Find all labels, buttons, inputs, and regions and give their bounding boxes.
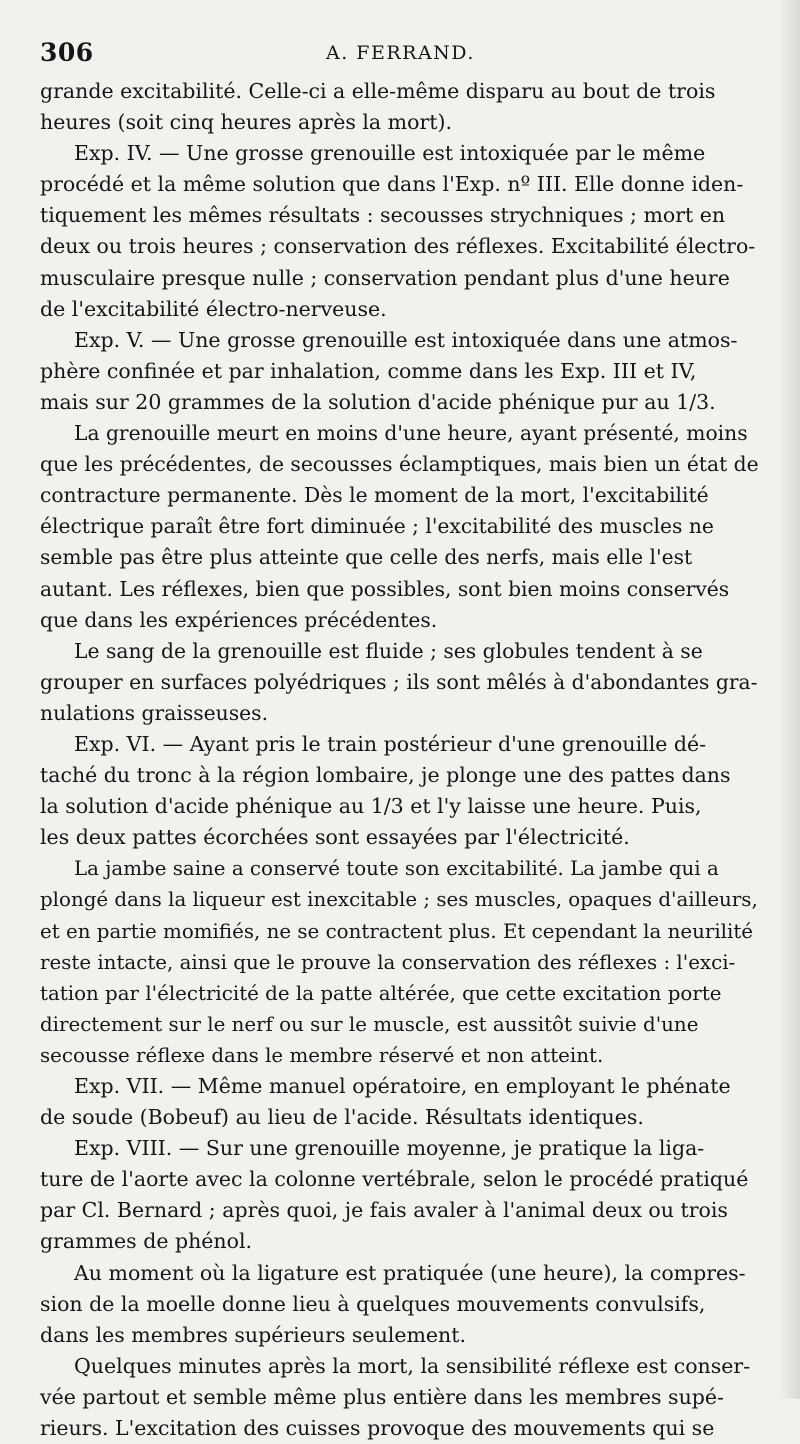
paragraph — [40, 1351, 762, 1444]
body-text — [40, 76, 762, 1444]
text-line: phère confinée et par inhalation, comme dans les Exp. III et IV, — [40, 358, 697, 383]
text-line: Exp. IV. — Une grosse grenouille est intoxiquée par le même — [74, 141, 706, 166]
text-line: grande excitabilité. Celle-ci a elle-même disparu au bout de trois — [40, 79, 716, 103]
text-line: musculaire presque nulle ; conservation pendant plus d'une heure — [40, 265, 730, 290]
text-line: Exp. VI. — Ayant pris le train postérieur d'une grenouille dé- — [74, 731, 707, 756]
text-line: deux ou trois heures ; conservation des réflexes. Excitabilité électro- — [40, 234, 756, 259]
paragraph — [40, 853, 762, 1071]
text-line: La jambe saine a conservé toute son excitabilité. La jambe qui a — [74, 857, 719, 881]
text-line: électrique paraît être fort diminuée ; l'excitabilité des muscles ne — [40, 514, 714, 539]
paragraph — [40, 1258, 762, 1351]
text-line: La grenouille meurt en moins d'une heure, ayant présenté, moins — [74, 421, 748, 446]
text-line: tation par l'électricité de la patte altérée, que cette excitation porte — [40, 981, 722, 1005]
page-header — [40, 38, 780, 78]
text-line: par Cl. Bernard ; après quoi, je fais avaler à l'animal deux ou trois — [40, 1198, 728, 1223]
text-line: Exp. V. — Une grosse grenouille est intoxiquée dans une atmos- — [74, 327, 738, 352]
text-line: de l'excitabilité électro-nerveuse. — [40, 296, 387, 321]
paragraph — [40, 325, 762, 418]
text-line: secousse réflexe dans le membre réservé et non atteint. — [40, 1043, 604, 1067]
text-line: dans les membres supérieurs seulement. — [40, 1322, 466, 1347]
text-line: reste intacte, ainsi que le prouve la conservation des réflexes : l'exci- — [40, 950, 736, 974]
text-line: que les précédentes, de secousses éclamptiques, mais bien un état de — [40, 452, 759, 477]
text-line: que dans les expériences précédentes. — [40, 607, 438, 632]
text-line: sion de la moelle donne lieu à quelques mouvements convulsifs, — [40, 1291, 706, 1316]
text-line: tiquement les mêmes résultats : secousses strychniques ; mort en — [40, 203, 726, 228]
text-line: Exp. VIII. — Sur une grenouille moyenne, je pratique la liga- — [74, 1136, 705, 1161]
paragraph — [40, 1071, 762, 1133]
text-line: nulations graisseuses. — [40, 700, 269, 725]
paragraph — [40, 76, 762, 138]
text-line: procédé et la même solution que dans l'Exp. nº III. Elle donne iden- — [40, 172, 744, 197]
text-line: Le sang de la grenouille est fluide ; ses globules tendent à se — [74, 638, 703, 663]
paragraph — [40, 1133, 762, 1257]
text-line: heures (soit cinq heures après la mort). — [40, 110, 453, 135]
running-head: A. FERRAND. — [326, 42, 475, 64]
text-line: grammes de phénol. — [40, 1229, 253, 1254]
text-line: les deux pattes écorchées sont essayées par l'électricité. — [40, 825, 630, 850]
paragraph — [40, 138, 762, 325]
text-line: vée partout et semble même plus entière dans les membres supé- — [40, 1384, 724, 1409]
text-line: Au moment où la ligature est pratiquée (une heure), la compres- — [74, 1260, 746, 1285]
text-line: directement sur le nerf ou sur le muscle, est aussitôt suivie d'une — [40, 1012, 699, 1036]
text-line: autant. Les réflexes, bien que possibles, sont bien moins conservés — [40, 576, 730, 601]
text-line: semble pas être plus atteinte que celle des nerfs, mais elle l'est — [40, 545, 693, 570]
text-line: plongé dans la liqueur est inexcitable ; ses muscles, opaques d'ailleurs, — [40, 888, 758, 912]
paragraph — [40, 729, 762, 853]
text-line: grouper en surfaces polyédriques ; ils sont mêlés à d'abondantes gra- — [40, 669, 758, 694]
text-line: la solution d'acide phénique au 1/3 et l'y laisse une heure. Puis, — [40, 794, 702, 819]
text-line: rieurs. L'excitation des cuisses provoque des mouvements qui se — [40, 1416, 715, 1441]
paragraph — [40, 636, 762, 729]
page-number: 306 — [40, 38, 94, 67]
text-line: Quelques minutes après la mort, la sensibilité réflexe est conser- — [74, 1353, 751, 1378]
text-line: taché du tronc à la région lombaire, je plonge une des pattes dans — [40, 763, 731, 788]
paragraph — [40, 418, 762, 636]
page-gutter-shadow — [778, 0, 800, 1399]
text-line: ture de l'aorte avec la colonne vertébrale, selon le procédé pratiqué — [40, 1167, 749, 1192]
text-line: contracture permanente. Dès le moment de la mort, l'excitabilité — [40, 483, 709, 508]
text-line: de soude (Bobeuf) au lieu de l'acide. Résultats identiques. — [40, 1105, 644, 1130]
text-line: mais sur 20 grammes de la solution d'acide phénique pur au 1/3. — [40, 389, 716, 414]
text-line: et en partie momifiés, ne se contractent plus. Et cependant la neurilité — [40, 919, 754, 943]
text-line: Exp. VII. — Même manuel opératoire, en employant le phénate — [74, 1074, 731, 1098]
